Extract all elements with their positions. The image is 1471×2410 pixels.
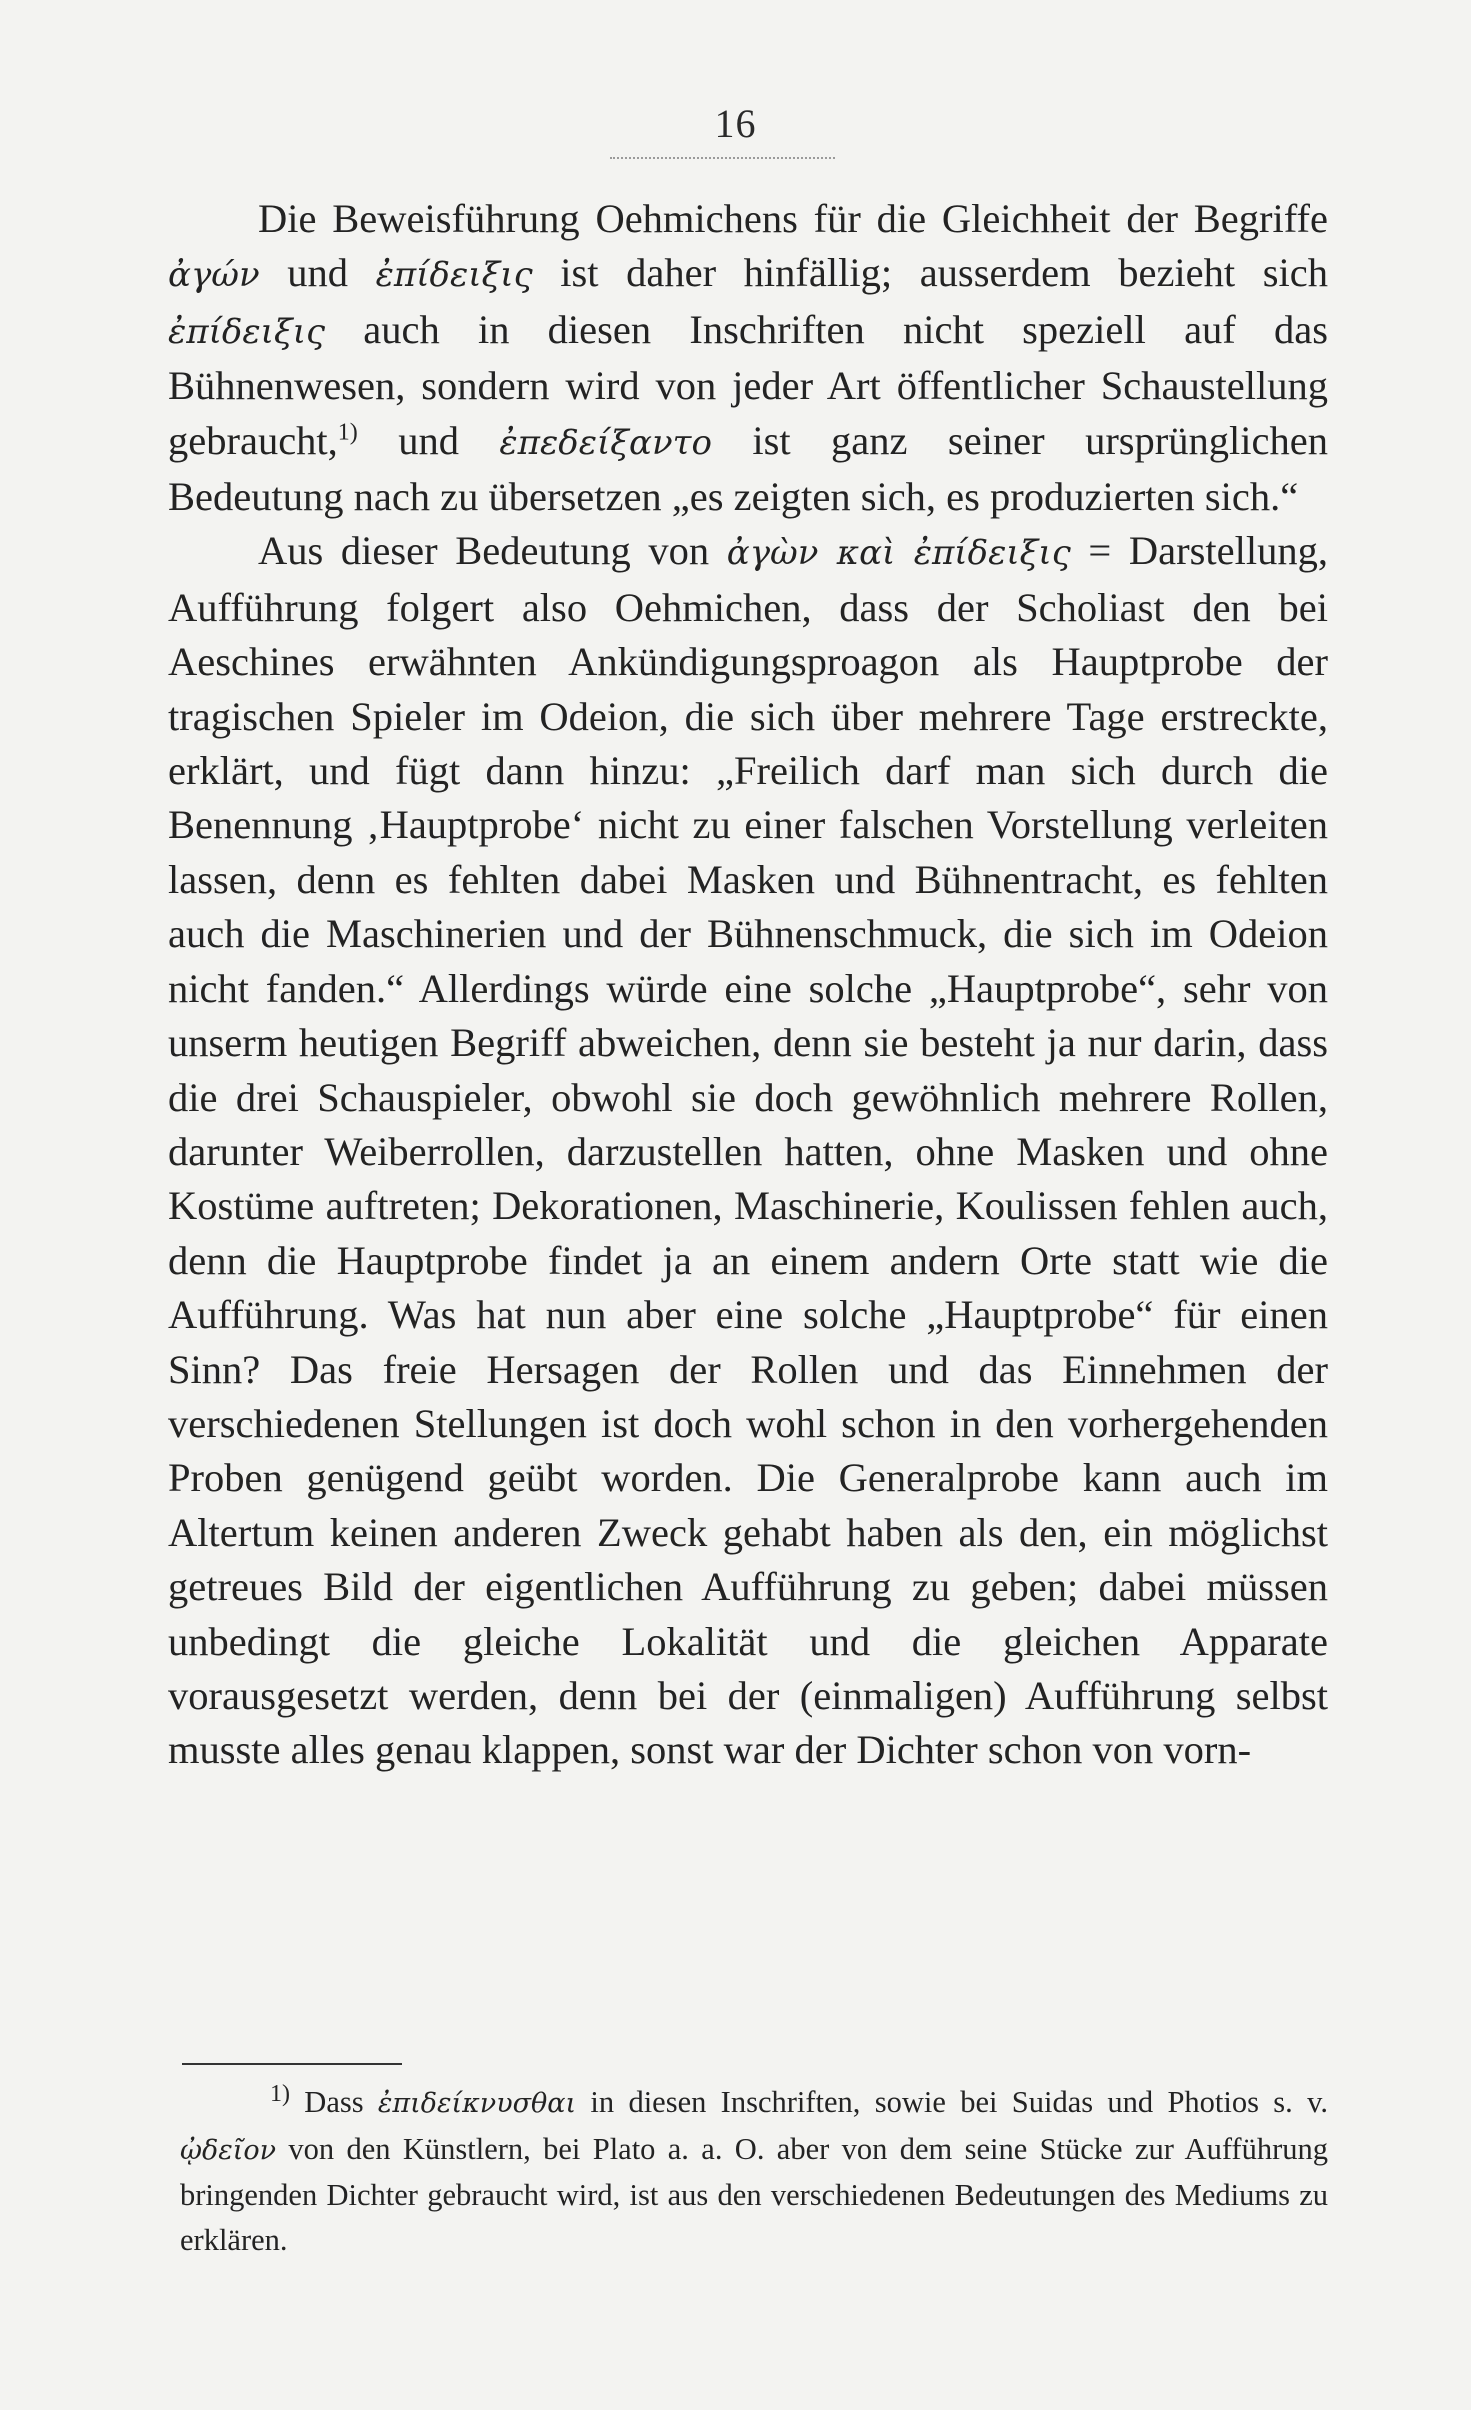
page-number: 16 [714,101,757,146]
footnote-marker: 1) [270,2080,290,2107]
text-run: Die Beweisführung Oehmichens für die Gleichheit der Begriffe [258,196,1328,241]
footnote-rule [182,2063,402,2065]
text-run: ist ganz seiner ursprünglichen Bedeutung nach zu übersetzen „es zeigten sich, es produzierten sich.“ [168,417,1329,520]
footnote [180,2080,1328,2262]
paragraph [168,524,1328,1777]
text-run: Aus dieser Bedeutung von [258,528,727,574]
text-run: ist daher hinfällig; ausserdem bezieht sich [532,250,1328,296]
text-run: und [259,250,376,296]
greek-term: ἐπιδείκνυσθαι [377,2088,577,2119]
greek-term: ἐπεδείξαντο [499,422,712,463]
greek-term: ἐπίδειξις [375,255,533,296]
header-rule [610,157,835,159]
text-run: = Darstellung, Aufführung folgert also Oehmichen, dass der Scholiast den bei Aeschines erwähnten Ankündigungsproagon als Hauptprobe der tragischen Spieler im Odeion, die sich über mehrere Tage erstreckte, erklärt, und fügt dann hinzu: „Freilich darf man sich durch die Benennung ‚Hauptprobe‘ nicht zu einer falschen Vorstellung verleiten lassen, denn es fehlten dabei Masken und Bühnentracht, es fehlten auch die Maschinerien und der Bühnenschmuck, die sich im Odeion nicht fanden.“ Allerdings würde eine solche „Hauptprobe“, sehr von unserm heutigen Begriff abweichen, denn sie besteht ja nur darin, dass die drei Schauspieler, obwohl sie doch gewöhnlich mehrere Rollen, darunter Weiberrollen, darzustellen hatten, ohne Masken und ohne Kostüme auftreten; Dekorationen, Maschinerie, Koulissen fehlen auch, denn die Hauptprobe findet ja an einem andern Orte statt wie die Aufführung. Was hat nun aber eine solche „Hauptprobe“ für einen Sinn? Das freie Hersagen der Rollen und das Einnehmen der verschiedenen Stellungen ist doch wohl schon in den vorhergehenden Proben genügend geübt worden. Die Generalprobe kann auch im Altertum keinen anderen Zweck gehabt haben als den, ein möglichst getreues Bild der eigentlichen Aufführung zu geben; dabei müssen unbedingt die gleiche Lokalität und die gleichen Apparate vorausgesetzt werden, denn bei der (einmaligen) Aufführung selbst musste alles genau klappen, sonst war der Dichter schon von vorn- [168,528,1328,1773]
text-run: und [357,417,500,463]
greek-term: ἐπίδειξις [168,311,326,352]
text-run: auch in diesen Inschriften nicht speziell auf das Bühnenwesen, sondern wird von jeder Art öffentlicher Schaustellung gebraucht, [168,306,1328,463]
footnote-marker: 1) [337,419,358,446]
text-run: in diesen Inschriften, sowie bei Suidas und Photios s. v. [576,2085,1328,2119]
greek-term: ᾠδεῖον [180,2134,277,2166]
text-run: von den Künstlern, bei Plato a. a. O. aber von dem seine Stücke zur Aufführung bringenden Dichter gebraucht wird, ist aus den verschiedenen Bedeutungen des Mediums zu erklären. [180,2131,1328,2257]
main-text [168,192,1328,1778]
text-run: Dass [290,2085,378,2119]
paragraph [168,192,1328,524]
greek-term: ἀγὼν καὶ ἐπίδειξις [726,533,1071,574]
greek-term: ἀγών [168,255,260,296]
